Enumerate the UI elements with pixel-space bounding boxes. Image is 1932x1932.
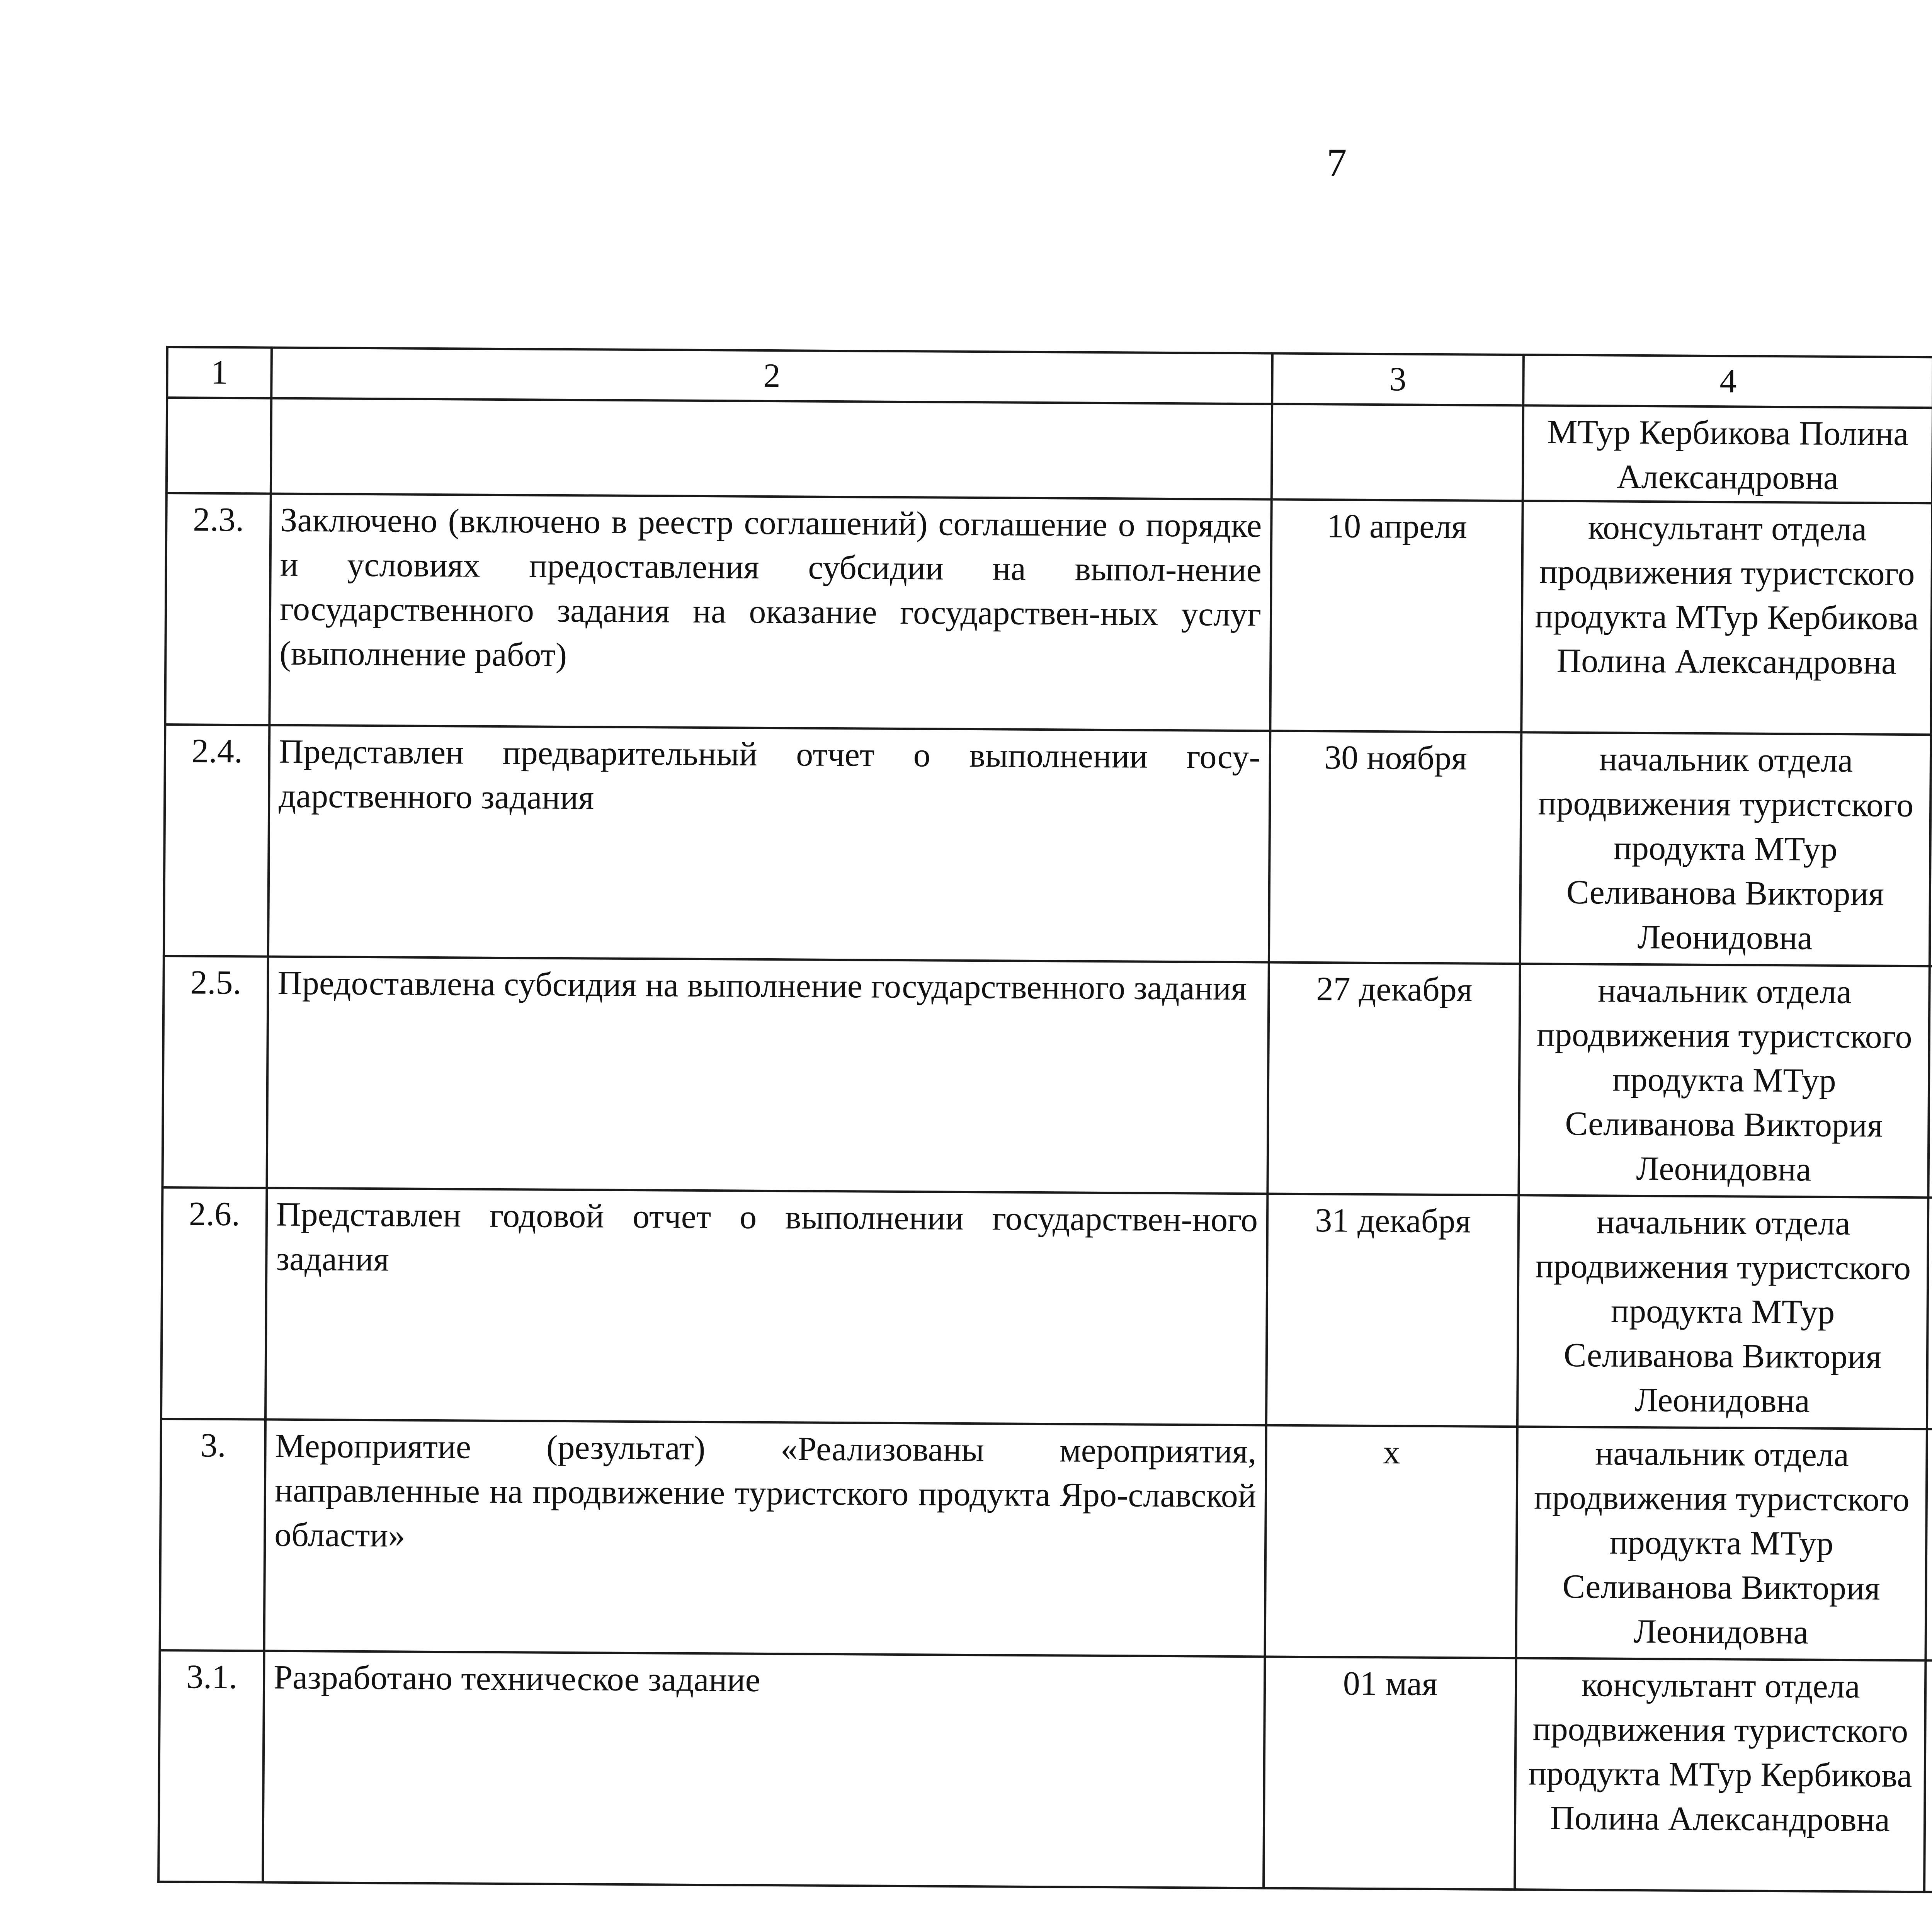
table-row [162,956,1932,1201]
table-row [167,398,1932,507]
table-row [165,493,1932,738]
plan-table-wrapper [157,346,1932,1896]
table-row [161,1187,1932,1432]
row-deadline: 30 ноября [1269,731,1521,964]
row-deadline: 31 декабря [1266,1194,1519,1427]
table-row [158,1650,1932,1895]
row-deadline: 27 декабря [1267,962,1520,1195]
row-document [1925,1429,1932,1662]
row-deadline [1272,404,1523,501]
row-number: 2.4. [164,724,269,957]
row-number: 2.6. [161,1187,267,1420]
row-description [271,398,1272,500]
row-description: Предоставлена субсидия на выполнение государственного задания [267,957,1269,1194]
row-number: 3. [160,1419,265,1651]
row-description: Разработано техническое задание [263,1651,1265,1888]
row-responsible: начальник отдела продвижения туристского продукта МТур Селиванова Виктория Леонидовна [1519,964,1929,1197]
row-description: Мероприятие (результат) «Реализованы мероприятия, направленные на продвижение туристского продукта Яро-славской области» [264,1420,1266,1657]
row-number: 3.1. [158,1650,264,1883]
column-header: 2 [271,348,1272,404]
row-deadline: х [1265,1425,1517,1658]
row-document [1927,1197,1932,1430]
row-description: Заключено (включено в реестр соглашений) соглашение о порядке и условиях предоставления субсидии на выпол-нение государственного задания на оказание государствен-ных услуг (выполнение работ) [269,494,1271,731]
page-number: 7 [1327,141,1347,185]
plan-table [157,346,1932,1896]
column-header: 4 [1523,355,1932,408]
row-document [1924,1660,1932,1893]
row-responsible: консультант отдела продвижения туристского продукта МТур Кербикова Полина Александровна [1515,1658,1925,1892]
column-header: 1 [167,347,272,398]
row-deadline: 10 апреля [1270,499,1522,732]
column-header: 3 [1272,353,1524,405]
row-number: 2.5. [162,956,268,1188]
row-number: 2.3. [165,493,270,725]
row-responsible: консультант отдела продвижения туристского продукта МТур Кербикова Полина Александровна [1521,501,1932,735]
row-responsible: начальник отдела продвижения туристского продукта МТур Селиванова Виктория Леонидовна [1517,1195,1928,1429]
table-row [160,1419,1932,1664]
row-description: Представлен годовой отчет о выполнении государствен-ного задания [265,1188,1267,1425]
row-description: Представлен предварительный отчет о выполнении госу-дарственного задания [268,725,1270,963]
table-row [164,724,1932,969]
row-responsible: МТур Кербикова Полина Александровна [1523,405,1932,503]
row-responsible: начальник отдела продвижения туристского продукта МТур Селиванова Виктория Леонидовна [1516,1427,1927,1660]
row-responsible: начальник отдела продвижения туристского продукта МТур Селиванова Виктория Леонидовна [1520,732,1931,966]
row-deadline: 01 мая [1264,1656,1516,1889]
row-number [167,398,271,494]
